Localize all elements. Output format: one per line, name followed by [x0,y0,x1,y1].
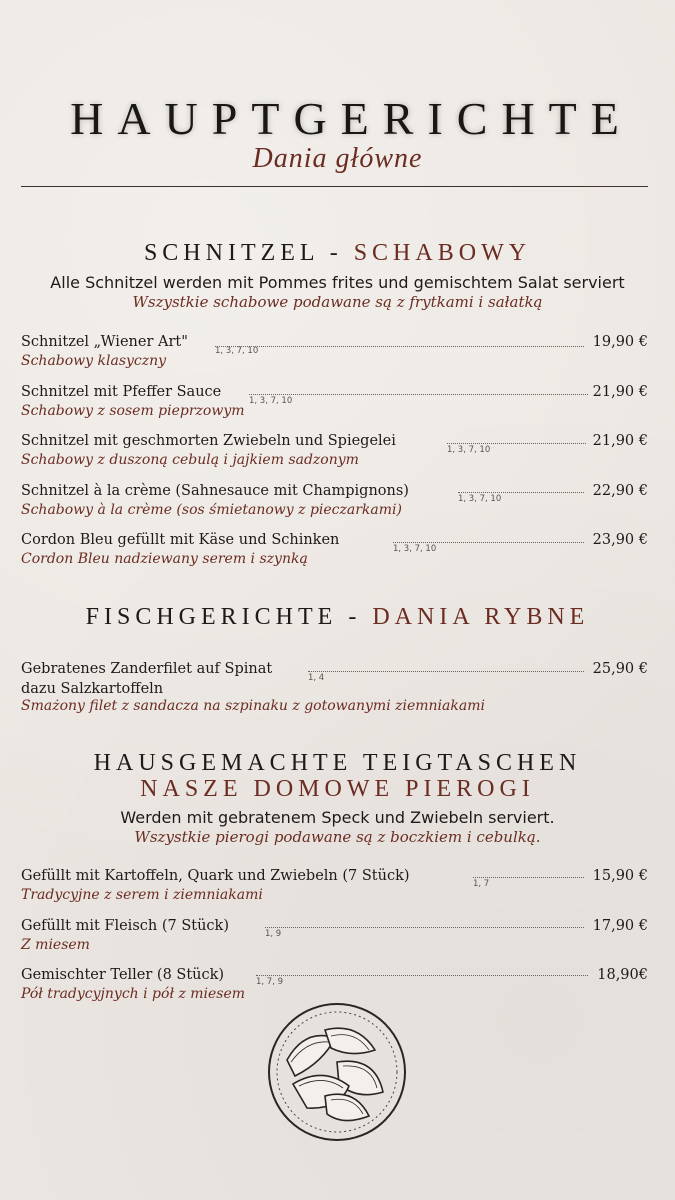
dot-leader [458,492,584,493]
menu-item [21,660,648,715]
menu-item [21,917,648,954]
item-price: 23,90 € [592,532,648,548]
item-price: 21,90 € [592,384,648,400]
item-name-pl: Schabowy à la crème (sos śmietanowy z pieczarkami) [21,502,402,518]
item-allergens: 1, 3, 7, 10 [393,544,437,554]
item-price: 22,90 € [592,483,648,499]
item-allergens: 1, 4 [308,673,325,683]
item-name-pl: Cordon Bleu nadziewany serem i szynką [21,551,308,567]
header-divider [21,186,648,187]
item-allergens: 1, 3, 7, 10 [458,494,502,504]
section-heading-de: FISCHGERICHTE - [85,604,373,630]
item-price: 25,90 € [592,661,648,677]
section-note-de: Alle Schnitzel werden mit Pommes frites und gemischtem Salat serviert [50,273,625,292]
item-allergens: 1, 3, 7, 10 [215,346,259,356]
item-name-de: Gefüllt mit Kartoffeln, Quark und Zwiebeln (7 Stück) [21,868,410,884]
page-subtitle: Dania główne [252,143,423,174]
item-name-pl: Schabowy z sosem pieprzowym [21,403,245,419]
item-price: 15,90 € [592,868,648,884]
item-name-pl: Schabowy klasyczny [21,353,167,369]
section-heading-schnitzel [0,240,675,267]
item-name-de: Gemischter Teller (8 Stück) [21,967,225,983]
item-price: 18,90€ [597,967,648,983]
item-name-de: Schnitzel mit geschmorten Zwiebeln und Spiegelei [21,433,396,449]
menu-item [21,383,648,420]
section-heading-pierogi-pl: NASZE DOMOWE PIEROGI [140,776,535,802]
item-allergens: 1, 7 [473,879,490,889]
section-note-pl: Wszystkie schabowe podawane są z frytkami i sałatką [132,293,543,311]
dot-leader [308,671,584,672]
item-price: 19,90 € [592,334,648,350]
dot-leader [473,877,584,878]
item-name-pl: Smażony filet z sandacza na szpinaku z gotowanymi ziemniakami [21,698,485,714]
dot-leader [256,975,588,976]
item-name-pl: Tradycyjne z serem i ziemniakami [21,887,263,903]
menu-item [21,482,648,519]
menu-item [21,531,648,568]
menu-item [21,333,648,370]
page-title: HAUPTGERICHTE [70,93,633,144]
section-heading-fisch [0,604,675,631]
section-heading-de: SCHNITZEL - [143,240,354,266]
item-allergens: 1, 7, 9 [256,977,284,987]
item-name-de: Schnitzel „Wiener Art" [21,334,188,350]
dot-leader [265,927,584,928]
section-heading-pl: SCHABOWY [353,240,532,266]
item-name-pl: Pół tradycyjnych i pół z miesem [21,986,246,1002]
menu-item [21,867,648,904]
item-name-de: Schnitzel à la crème (Sahnesauce mit Champignons) [21,483,409,499]
dot-leader [393,542,584,543]
section-heading-pl: DANIA RYBNE [372,604,590,630]
menu-item [21,432,648,469]
menu-item [21,966,648,1003]
item-price: 21,90 € [592,433,648,449]
item-name-de: Gefüllt mit Fleisch (7 Stück) [21,918,229,934]
item-allergens: 1, 3, 7, 10 [249,396,293,406]
item-name-de: Gebratenes Zanderfilet auf Spinat [21,661,273,677]
item-name-de-line2: dazu Salzkartoffeln [21,681,164,697]
item-name-de: Cordon Bleu gefüllt mit Käse und Schinken [21,532,340,548]
section-note-pl: Wszystkie pierogi podawane są z boczkiem i cebulką. [134,828,541,846]
item-name-pl: Z miesem [21,937,90,953]
item-name-de: Schnitzel mit Pfeffer Sauce [21,384,222,400]
dot-leader [249,394,588,395]
item-name-pl: Schabowy z duszoną cebulą i jajkiem sadzonym [21,452,359,468]
dot-leader [447,443,586,444]
item-allergens: 1, 3, 7, 10 [447,445,491,455]
pierogi-plate-icon [265,1000,409,1144]
section-note-de: Werden mit gebratenem Speck und Zwiebeln serviert. [120,808,555,827]
item-price: 17,90 € [592,918,648,934]
item-allergens: 1, 9 [265,929,282,939]
dot-leader [215,346,584,347]
section-heading-pierogi-de: HAUSGEMACHTE TEIGTASCHEN [93,750,582,776]
